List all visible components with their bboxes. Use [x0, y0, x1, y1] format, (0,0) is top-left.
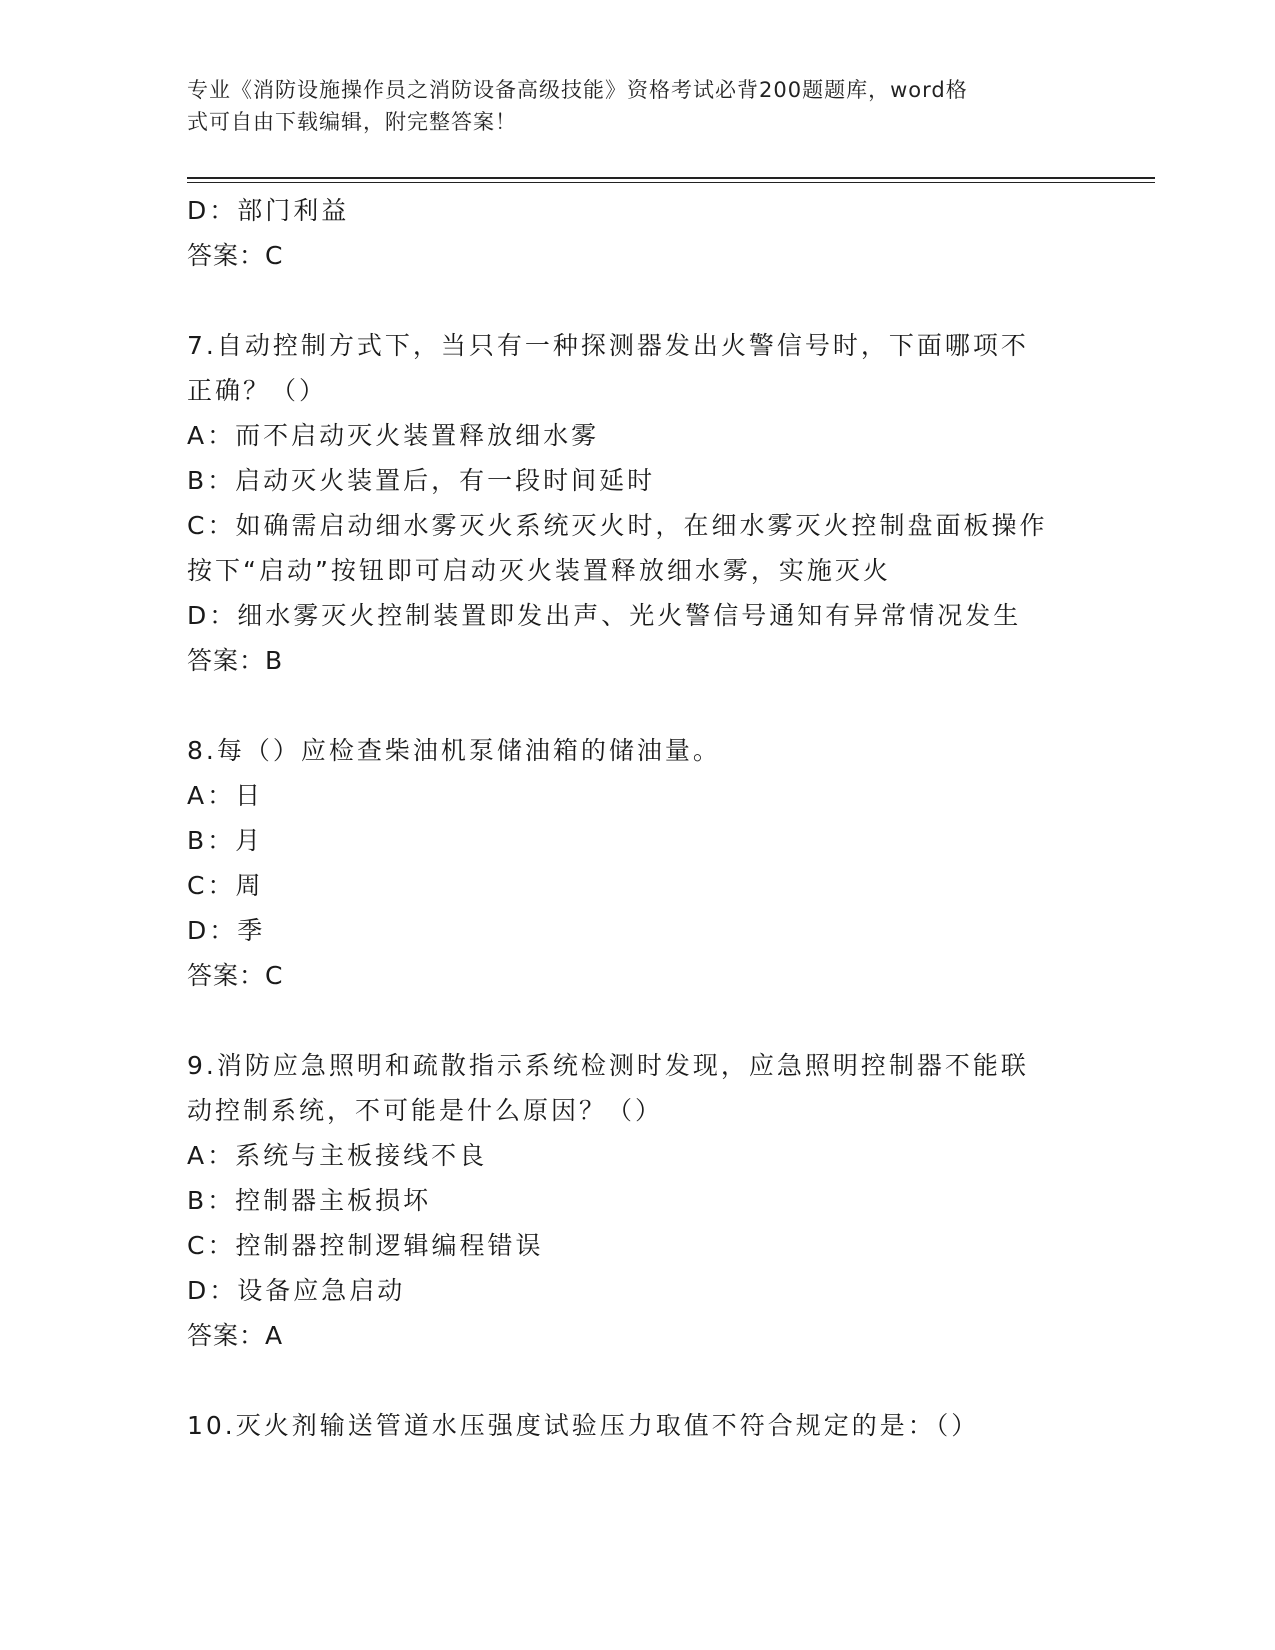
header-divider-thin [187, 182, 1155, 183]
option-c: C：如确需启动细水雾灭火系统灭火时，在细水雾灭火控制盘面板操作 [187, 511, 1048, 540]
header-divider-thick [187, 177, 1155, 179]
option-b: B：控制器主板损坏 [187, 1186, 432, 1215]
option-d: D：部门利益 [187, 196, 350, 225]
option-d: D：季 [187, 916, 266, 945]
spacer [187, 278, 1087, 323]
option-b: B：月 [187, 826, 264, 855]
question-stem: 10.灭火剂输送管道水压强度试验压力取值不符合规定的是：（） [187, 1411, 980, 1440]
option-a: A：而不启动灭火装置释放细水雾 [187, 421, 600, 450]
spacer [187, 683, 1087, 728]
question-list [187, 188, 1087, 1448]
answer-line: 答案：A [187, 1321, 284, 1350]
question-stem: 9.消防应急照明和疏散指示系统检测时发现，应急照明控制器不能联 [187, 1051, 1029, 1080]
question-block-8 [187, 728, 1087, 998]
header-line-2: 式可自由下载编辑，附完整答案！ [187, 110, 517, 134]
option-c-cont: 按下“启动”按钮即可启动灭火装置释放细水雾，实施灭火 [187, 556, 891, 585]
question-block-9 [187, 1043, 1087, 1358]
question-stem-cont: 正确？（） [187, 376, 328, 405]
question-block-7 [187, 323, 1087, 683]
answer-line: 答案：C [187, 961, 284, 990]
option-a: A：日 [187, 781, 264, 810]
spacer [187, 1358, 1087, 1403]
option-b: B：启动灭火装置后，有一段时间延时 [187, 466, 656, 495]
document-header [187, 74, 1077, 138]
question-block-prev [187, 188, 1087, 278]
question-block-10 [187, 1403, 1087, 1448]
option-d: D：细水雾灭火控制装置即发出声、光火警信号通知有异常情况发生 [187, 601, 1022, 630]
header-line-1: 专业《消防设施操作员之消防设备高级技能》资格考试必背200题题库，word格 [187, 78, 968, 102]
option-d: D：设备应急启动 [187, 1276, 406, 1305]
option-c: C：控制器控制逻辑编程错误 [187, 1231, 544, 1260]
question-stem: 8.每（）应检查柴油机泵储油箱的储油量。 [187, 736, 721, 765]
answer-line: 答案：C [187, 241, 284, 270]
question-stem: 7.自动控制方式下，当只有一种探测器发出火警信号时，下面哪项不 [187, 331, 1029, 360]
spacer [187, 998, 1087, 1043]
option-c: C：周 [187, 871, 264, 900]
option-a: A：系统与主板接线不良 [187, 1141, 488, 1170]
question-stem-cont: 动控制系统，不可能是什么原因？（） [187, 1096, 664, 1125]
answer-line: 答案：B [187, 646, 284, 675]
